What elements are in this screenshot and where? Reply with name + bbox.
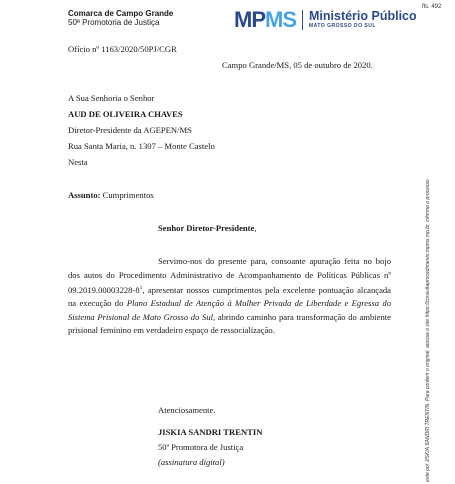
addressee-name: AUD DE OLIVEIRA CHAVES (68, 109, 183, 119)
vocative: Senhor Diretor-Presidente, (158, 223, 257, 233)
plan-title: Plano Estadual de Atenção à Mulher Privada de Liberdade e Egressa do Sistema Prisional de Mato Grosso do Sul (68, 298, 391, 322)
vocative-text: Senhor Diretor-Presidente (158, 223, 255, 233)
mpms-logo-mark: MPMS (234, 7, 296, 32)
authentication-side-note: ente por JISKIA SANDRI TRENTIN. Para conferir o original, acesse o site https://consultaprocedimento.mpms.mp.br, informe o processo (425, 179, 431, 482)
logo-org-sub: MATO GROSSO DO SUL (309, 23, 376, 29)
comarca-label: Comarca de Campo Grande (68, 9, 174, 18)
addressee-salutation: A Sua Senhoria o Senhor (68, 93, 155, 103)
subject-label: Assunto: (68, 190, 101, 200)
logo-divider (302, 10, 303, 30)
promotoria-label: 50ª Promotoria de Justiça (68, 18, 160, 27)
signature-note: (assinatura digital) (158, 457, 225, 467)
subject-line (68, 190, 154, 201)
addressee-role: Diretor-Presidente da AGEPEN/MS (68, 125, 192, 135)
signer-name: JISKIA SANDRI TRENTIN (158, 427, 263, 437)
addressee-city: Nesta (68, 157, 88, 167)
subject-text: Cumprimentos (102, 190, 154, 200)
footnote-ref: 1 (139, 285, 143, 291)
logo-org-name: Ministério Público (309, 9, 417, 23)
page-mark: fls. 492 (422, 4, 442, 10)
document-ref: Ofício nº 1163/2020/50PJ/CGR (68, 44, 177, 54)
place-date: Campo Grande/MS, 05 de outubro de 2020. (222, 60, 373, 70)
addressee-address: Rua Santa Maria, n. 1307 – Monte Castelo (68, 141, 215, 151)
mpms-logo (234, 9, 417, 31)
signer-role: 50ª Promotora de Justiça (158, 442, 244, 452)
body-paragraph: Servimo-nos do presente para, consoante apuração feita no bojo dos autos do Procedimento Administrativo de Acompanhamento de Políticas Públicas nº $09.2019.00003228-8^1$, apresentar nossos cumprimentos pela excelente pontuação alcançada na execução do Plano Estadual de Atenção à Mulher Privada de Liberdade e Egressa do Sistema Prisional de Mato Grosso do Sul, abrindo caminho para transformação do ambiente prisional feminino em verdadeiro espaço de ressocialização. (68, 256, 391, 336)
closing: Atenciosamente. (158, 405, 216, 415)
